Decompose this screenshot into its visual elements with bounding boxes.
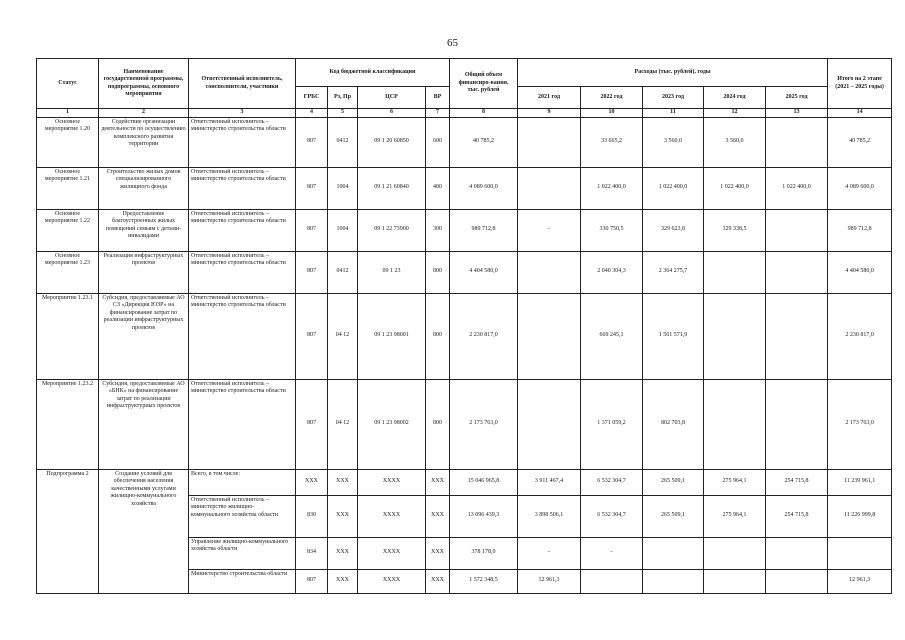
header-csr: ЦСР	[358, 87, 426, 109]
row-2021	[518, 117, 581, 167]
row-responsible: Управление жилищно-коммунального хозяйства области	[189, 537, 296, 569]
row-stage-total: 4 404 580,0	[828, 251, 892, 293]
table-row	[37, 251, 892, 293]
row-total: 2 230 817,0	[450, 293, 518, 379]
row-2021	[518, 251, 581, 293]
column-number: 4	[296, 109, 328, 118]
row-2025	[766, 251, 828, 293]
row-2022: 6 532 304,7	[581, 469, 643, 495]
row-stage-total: 4 089 600,0	[828, 167, 892, 209]
header-vr: ВР	[426, 87, 450, 109]
row-grbs: 807	[296, 251, 328, 293]
row-vr: ХХХ	[426, 569, 450, 593]
row-2024	[704, 251, 766, 293]
row-responsible: Ответственный исполнитель – министерство строительства области	[189, 209, 296, 251]
row-stage-total: 11 239 961,1	[828, 469, 892, 495]
row-total: 4 404 580,0	[450, 251, 518, 293]
row-responsible: Ответственный исполнитель – министерство строительства области	[189, 293, 296, 379]
header-name: Наименование государственной программы, подпрограммы, основного мероприятия	[99, 59, 189, 109]
row-2025	[766, 379, 828, 469]
row-2023: 802 703,8	[643, 379, 704, 469]
row-2025	[766, 569, 828, 593]
row-2024	[704, 569, 766, 593]
column-number: 6	[358, 109, 426, 118]
row-grbs: 807	[296, 379, 328, 469]
row-2022: 2 040 304,3	[581, 251, 643, 293]
row-name: Содействие организации деятельности по осуществлению комплексного развития территории	[99, 117, 189, 167]
subprogram-row	[37, 469, 892, 495]
row-name: Строительство жилых домов специализированного жилищного фонда	[99, 167, 189, 209]
row-csr: 09 1 23 98002	[358, 379, 426, 469]
row-grbs: 834	[296, 537, 328, 569]
header-year: 2022 год	[581, 87, 643, 109]
header-year: 2025 год	[766, 87, 828, 109]
row-rzpr: 04 12	[328, 379, 358, 469]
row-2024: 275 964,1	[704, 469, 766, 495]
row-2022: -	[581, 537, 643, 569]
row-2024: 275 964,1	[704, 495, 766, 537]
row-rzpr: ХХХ	[328, 569, 358, 593]
header-rzpr: Рз, Пр	[328, 87, 358, 109]
row-rzpr: ХХХ	[328, 469, 358, 495]
row-rzpr: 0412	[328, 251, 358, 293]
row-2023	[643, 537, 704, 569]
row-2022: 6 532 304,7	[581, 495, 643, 537]
row-stage-total: 989 712,8	[828, 209, 892, 251]
subprogram-status: Подпрограмма 2	[37, 469, 99, 593]
row-rzpr: 1004	[328, 167, 358, 209]
row-vr: 300	[426, 209, 450, 251]
row-2025	[766, 537, 828, 569]
row-name: Субсидия, предоставляемые АО СЗ «Дирекция ЮЗР» на финансирование затрат по реализации инфраструктурных проектов	[99, 293, 189, 379]
row-grbs: 807	[296, 293, 328, 379]
row-2024: 1 022 400,0	[704, 167, 766, 209]
row-csr: ХХХХ	[358, 469, 426, 495]
row-2022: 330 750,5	[581, 209, 643, 251]
row-2025: 254 715,8	[766, 469, 828, 495]
row-csr: 09 1 23 98001	[358, 293, 426, 379]
column-number: 11	[643, 109, 704, 118]
row-vr: 400	[426, 167, 450, 209]
header-year: 2024 год	[704, 87, 766, 109]
row-status: Основное мероприятие 1.20	[37, 117, 99, 167]
row-total: 989 712,8	[450, 209, 518, 251]
row-vr: ХХХ	[426, 537, 450, 569]
row-2022: 1 022 400,0	[581, 167, 643, 209]
column-number: 3	[189, 109, 296, 118]
table-row	[37, 117, 892, 167]
column-number: 12	[704, 109, 766, 118]
row-total: 2 173 763,0	[450, 379, 518, 469]
row-total: 378 178,0	[450, 537, 518, 569]
row-2024	[704, 293, 766, 379]
row-vr: ХХХ	[426, 469, 450, 495]
row-2023: 329 623,8	[643, 209, 704, 251]
row-total: 1 572 348,5	[450, 569, 518, 593]
row-vr: ХХХ	[426, 495, 450, 537]
row-2025	[766, 117, 828, 167]
header-responsible: Ответственный исполнитель, соисполнители, участники	[189, 59, 296, 109]
row-2021: -	[518, 537, 581, 569]
row-2023: 2 364 275,7	[643, 251, 704, 293]
row-total: 13 096 439,3	[450, 495, 518, 537]
table-row	[37, 293, 892, 379]
row-2021	[518, 167, 581, 209]
column-number: 10	[581, 109, 643, 118]
row-rzpr: ХХХ	[328, 495, 358, 537]
row-2022: 669 245,1	[581, 293, 643, 379]
column-number: 5	[328, 109, 358, 118]
row-2023: 265 509,1	[643, 495, 704, 537]
column-number: 9	[518, 109, 581, 118]
table-row	[37, 167, 892, 209]
row-stage-total: 2 230 817,0	[828, 293, 892, 379]
row-vr: 800	[426, 251, 450, 293]
row-vr: 800	[426, 293, 450, 379]
row-2021: 3 898 506,1	[518, 495, 581, 537]
row-csr: 09 1 21 60840	[358, 167, 426, 209]
header-expenses: Расходы (тыс. рублей), годы	[518, 59, 828, 87]
row-stage-total: 11 226 999,8	[828, 495, 892, 537]
row-2024: 3 560,0	[704, 117, 766, 167]
row-name: Субсидия, предоставляемые АО «БНК» на финансирование затрат по реализации инфраструктурных проектов	[99, 379, 189, 469]
row-rzpr: ХХХ	[328, 537, 358, 569]
row-grbs: 807	[296, 117, 328, 167]
subprogram-name: Создание условий для обеспечения населения качественными услугами жилищно-коммунального хозяйства	[99, 469, 189, 593]
row-name: Предоставление благоустроенных жилых помещений семьям с детьми-инвалидами	[99, 209, 189, 251]
row-csr: 09 1 20 60850	[358, 117, 426, 167]
row-2021	[518, 379, 581, 469]
column-number: 7	[426, 109, 450, 118]
header-status: Статус	[37, 59, 99, 109]
header-grbs: ГРБС	[296, 87, 328, 109]
column-number-row	[37, 109, 892, 118]
header-budget-code: Код бюджетной классификации	[296, 59, 450, 87]
row-status: Мероприятие 1.23.1	[37, 293, 99, 379]
header-total-volume: Общий объем финансиро-вания, тыс. рублей	[450, 59, 518, 109]
row-csr: ХХХХ	[358, 537, 426, 569]
row-grbs: ХХХ	[296, 469, 328, 495]
row-2021: 12 961,3	[518, 569, 581, 593]
row-stage-total: 2 173 763,0	[828, 379, 892, 469]
page-number: 65	[447, 37, 458, 49]
header-stage-total: Итого на 2 этапе (2021 – 2025 годы)	[828, 59, 892, 109]
row-name: Реализация инфраструктурных проектов	[99, 251, 189, 293]
header-year: 2023 год	[643, 87, 704, 109]
row-stage-total: 12 961,3	[828, 569, 892, 593]
row-total: 15 046 965,8	[450, 469, 518, 495]
row-responsible: Всего, в том числе:	[189, 469, 296, 495]
table-row	[37, 379, 892, 469]
column-number: 2	[99, 109, 189, 118]
row-vr: 800	[426, 379, 450, 469]
row-2021	[518, 293, 581, 379]
row-2024	[704, 379, 766, 469]
column-number: 1	[37, 109, 99, 118]
row-total: 4 089 600,0	[450, 167, 518, 209]
row-responsible: Министерство строительства области	[189, 569, 296, 593]
row-2025	[766, 209, 828, 251]
row-2025	[766, 293, 828, 379]
row-status: Основное мероприятие 1.21	[37, 167, 99, 209]
row-stage-total	[828, 537, 892, 569]
row-2024: 329 338,5	[704, 209, 766, 251]
row-csr: ХХХХ	[358, 495, 426, 537]
row-csr: ХХХХ	[358, 569, 426, 593]
table-row	[37, 209, 892, 251]
row-2021: -	[518, 209, 581, 251]
row-2024	[704, 537, 766, 569]
budget-table	[36, 58, 892, 594]
row-grbs: 807	[296, 569, 328, 593]
row-rzpr: 0412	[328, 117, 358, 167]
row-rzpr: 04 12	[328, 293, 358, 379]
row-total: 40 785,2	[450, 117, 518, 167]
row-2023: 1 022 400,0	[643, 167, 704, 209]
column-number: 8	[450, 109, 518, 118]
row-2022	[581, 569, 643, 593]
row-responsible: Ответственный исполнитель – министерство строительства области	[189, 167, 296, 209]
row-responsible: Ответственный исполнитель – министерство строительства области	[189, 117, 296, 167]
row-status: Мероприятие 1.23.2	[37, 379, 99, 469]
row-status: Основное мероприятие 1.22	[37, 209, 99, 251]
row-2023: 265 509,1	[643, 469, 704, 495]
column-number: 14	[828, 109, 892, 118]
row-2023: 3 560,0	[643, 117, 704, 167]
row-grbs: 807	[296, 167, 328, 209]
row-2023	[643, 569, 704, 593]
row-2023: 1 561 571,9	[643, 293, 704, 379]
row-2022: 33 665,2	[581, 117, 643, 167]
row-grbs: 830	[296, 495, 328, 537]
row-rzpr: 1004	[328, 209, 358, 251]
row-grbs: 807	[296, 209, 328, 251]
row-stage-total: 40 785,2	[828, 117, 892, 167]
row-responsible: Ответственный исполнитель – министерство жилищно-коммунального хозяйства области	[189, 495, 296, 537]
header-year: 2021 год	[518, 87, 581, 109]
row-vr: 600	[426, 117, 450, 167]
row-2025: 1 022 400,0	[766, 167, 828, 209]
row-csr: 09 1 22 73900	[358, 209, 426, 251]
row-2022: 1 371 059,2	[581, 379, 643, 469]
row-2025: 254 715,8	[766, 495, 828, 537]
row-responsible: Ответственный исполнитель – министерство строительства области	[189, 379, 296, 469]
row-status: Основное мероприятие 1.23	[37, 251, 99, 293]
row-responsible: Ответственный исполнитель – министерство строительства области	[189, 251, 296, 293]
row-csr: 09 1 23	[358, 251, 426, 293]
row-2021: 3 911 467,4	[518, 469, 581, 495]
column-number: 13	[766, 109, 828, 118]
